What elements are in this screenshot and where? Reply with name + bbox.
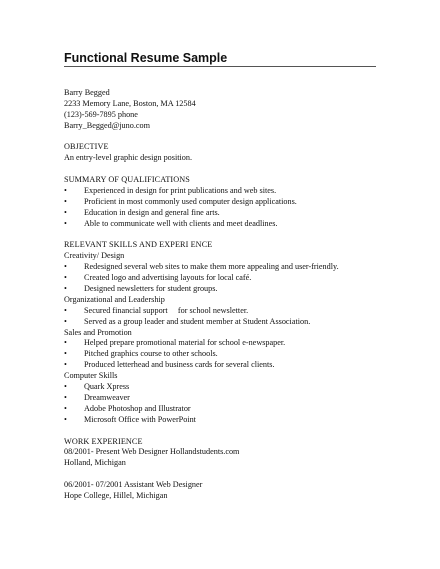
list-item-text: Designed newsletters for student groups. <box>84 284 218 294</box>
list-item <box>64 317 384 328</box>
list-item-text: Quark Xpress <box>84 382 130 392</box>
list-item <box>64 273 384 284</box>
list-item-text: Produced letterhead and business cards for several clients. <box>84 360 275 370</box>
list-item-text: Microsoft Office with PowerPoint <box>84 414 196 424</box>
contact-address: 2233 Memory Lane, Boston, MA 12584 <box>64 98 196 108</box>
bullet-icon: • <box>64 284 67 294</box>
skill-group-label: Computer Skills <box>64 371 118 381</box>
list-item-text: Education in design and general fine arts. <box>84 207 220 217</box>
contact-email: Barry_Begged@juno.com <box>64 120 150 130</box>
list-item <box>64 306 384 317</box>
list-item <box>64 284 384 295</box>
bullet-icon: • <box>64 316 67 326</box>
list-item <box>64 404 384 415</box>
list-item-text: Dreamweaver <box>84 392 130 402</box>
skill-group-label: Sales and Promotion <box>64 327 132 337</box>
contact-name: Barry Begged <box>64 88 110 97</box>
list-item-text: Pitched graphics course to other schools. <box>84 349 218 359</box>
skills-heading: RELEVANT SKILLS AND EXPERI ENCE <box>64 240 213 250</box>
qualifications-heading: SUMMARY OF QUALIFICATIONS <box>64 175 190 185</box>
list-item-text: Created logo and advertising layouts for local café. <box>84 273 252 283</box>
list-item-text: Secured financial support for school newsletter. <box>84 305 249 315</box>
bullet-icon: • <box>64 392 67 402</box>
bullet-icon: • <box>64 207 67 217</box>
objective-text: An entry-level graphic design position. <box>64 153 193 163</box>
list-item-text: Experienced in design for print publications and web sites. <box>84 186 277 196</box>
list-item <box>64 197 384 208</box>
job-location: Holland, Michigan <box>64 458 126 468</box>
resume-body <box>64 88 384 502</box>
list-item-text: Able to communicate well with clients and meet deadlines. <box>84 218 278 228</box>
job-title: 08/2001- Present Web Designer Hollandstudents.com <box>64 447 240 457</box>
bullet-icon: • <box>64 262 67 272</box>
job-location: Hope College, Hillel, Michigan <box>64 490 168 500</box>
page-title: Functional Resume Sample <box>64 51 228 65</box>
list-item <box>64 393 384 404</box>
list-item <box>64 415 384 426</box>
bullet-icon: • <box>64 349 67 359</box>
bullet-icon: • <box>64 403 67 413</box>
contact-phone: (123)-569-7895 phone <box>64 109 138 119</box>
list-item-text: Proficient in most commonly used computer design applications. <box>84 196 297 206</box>
bullet-icon: • <box>64 196 67 206</box>
list-item <box>64 338 384 349</box>
list-item <box>64 382 384 393</box>
list-item <box>64 208 384 219</box>
list-item-text: Served as a group leader and student member at Student Association. <box>84 316 311 326</box>
bullet-icon: • <box>64 186 67 196</box>
list-item-text: Redesigned several web sites to make them more appealing and user-friendly. <box>84 262 339 272</box>
list-item <box>64 186 384 197</box>
work-heading: WORK EXPERIENCE <box>64 436 143 446</box>
objective-heading: OBJECTIVE <box>64 142 109 152</box>
list-item-text: Adobe Photoshop and Illustrator <box>84 403 191 413</box>
bullet-icon: • <box>64 273 67 283</box>
bullet-icon: • <box>64 218 67 228</box>
bullet-icon: • <box>64 414 67 424</box>
bullet-icon: • <box>64 382 67 392</box>
list-item <box>64 262 384 273</box>
list-item <box>64 349 384 360</box>
list-item <box>64 360 384 371</box>
bullet-icon: • <box>64 305 67 315</box>
job-title: 06/2001- 07/2001 Assistant Web Designer <box>64 480 203 490</box>
list-item-text: Helped prepare promotional material for school e-newspaper. <box>84 338 286 348</box>
skill-group-label: Organizational and Leadership <box>64 294 165 304</box>
bullet-icon: • <box>64 338 67 348</box>
bullet-icon: • <box>64 360 67 370</box>
list-item <box>64 219 384 230</box>
skill-group-label: Creativity/ Design <box>64 251 125 261</box>
title-divider <box>64 66 376 67</box>
